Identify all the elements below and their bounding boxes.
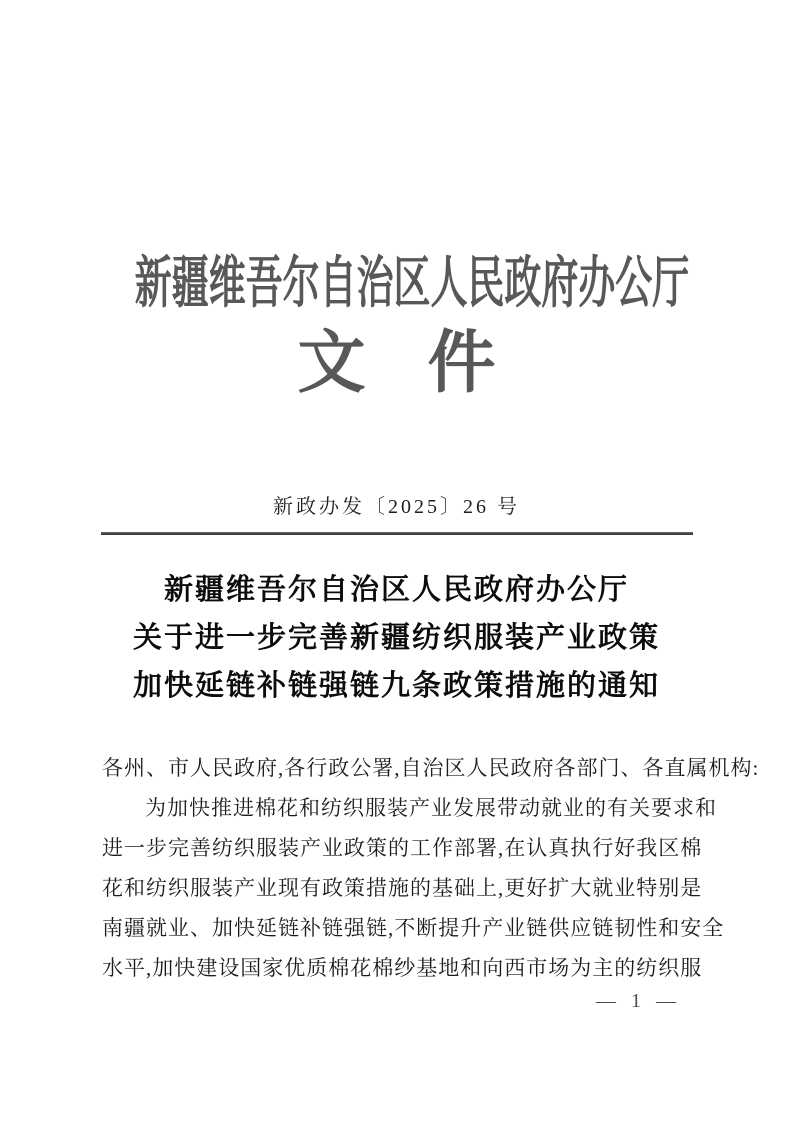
body-line: 南疆就业、加快延链补链强链,不断提升产业链供应链韧性和安全 xyxy=(102,916,725,940)
document-number: 新政办发〔2025〕26 号 xyxy=(273,496,520,518)
title-line-2: 关于进一步完善新疆纺织服装产业政策 xyxy=(132,622,660,654)
doc-word-char-left: 文 xyxy=(297,325,366,401)
page-number: — 1 — xyxy=(596,990,681,1012)
document-title xyxy=(0,566,793,710)
body-line: 花和纺织服装产业现有政策措施的基础上,更好扩大就业特别是 xyxy=(102,876,703,900)
body-line: 水平,加快建设国家优质棉花棉纱基地和向西市场为主的纺织服 xyxy=(102,956,703,980)
body-line: 进一步完善纺织服装产业政策的工作部署,在认真执行好我区棉 xyxy=(102,836,703,860)
body-line: 为加快推进棉花和纺织服装产业发展带动就业的有关要求和 xyxy=(145,796,717,820)
header-divider-rule xyxy=(101,532,693,535)
letterhead-org-name: 新疆维吾尔自治区人民政府办公厅 xyxy=(134,253,690,315)
body-line-salutation: 各州、市人民政府,各行政公署,自治区人民政府各部门、各直属机构: xyxy=(102,756,760,780)
letterhead-doc-word xyxy=(0,324,793,402)
title-line-3: 加快延链补链强链九条政策措施的通知 xyxy=(132,670,660,702)
body-paragraph xyxy=(102,748,760,988)
doc-word-char-right: 件 xyxy=(427,325,496,401)
title-line-1: 新疆维吾尔自治区人民政府办公厅 xyxy=(163,574,629,606)
